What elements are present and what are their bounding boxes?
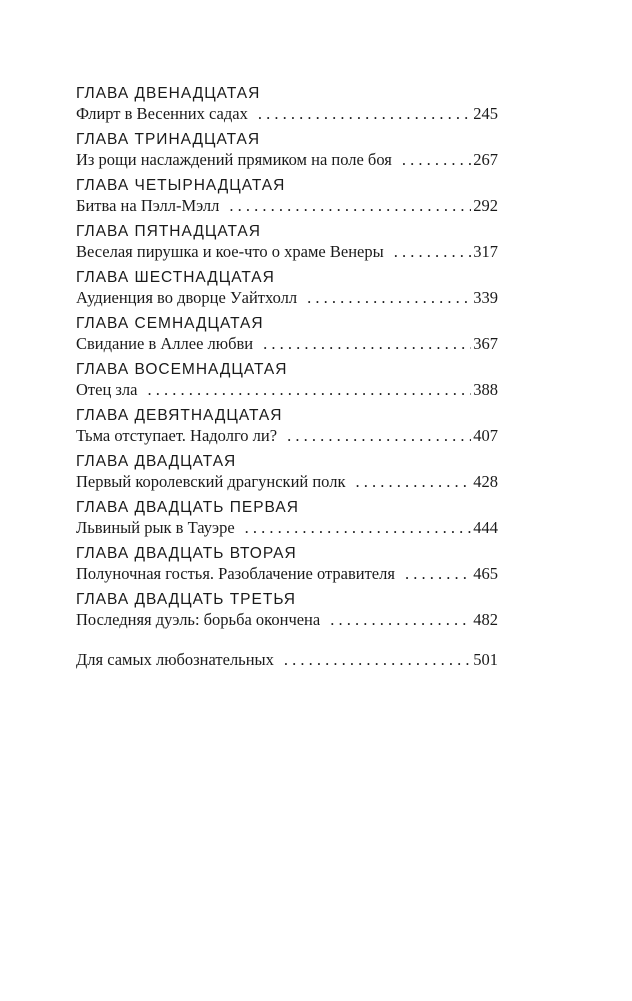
page-number: 245 [473,104,498,123]
appendix-title: Для самых любознательных [76,650,274,669]
page-number: 482 [473,610,498,629]
toc-entry [76,564,498,584]
toc-entry [76,288,498,308]
dot-leader [402,150,471,170]
chapter-label: ГЛАВА ПЯТНАДЦАТАЯ [76,223,261,240]
dot-leader [287,426,471,446]
toc-entry [76,380,498,400]
toc-chapter [76,268,498,308]
toc-chapter [76,222,498,262]
page-number: 267 [473,150,498,169]
chapter-title: Полуночная гостья. Разоблачение отравителя [76,564,395,583]
chapter-title: Львиный рык в Тауэре [76,518,235,537]
chapter-title: Флирт в Весенних садах [76,104,248,123]
chapter-label: ГЛАВА ДВАДЦАТЬ ТРЕТЬЯ [76,591,296,608]
dot-leader [330,610,471,630]
toc-entry [76,472,498,492]
chapter-title: Веселая пирушка и кое-что о храме Венеры [76,242,384,261]
chapter-label: ГЛАВА ТРИНАДЦАТАЯ [76,131,261,148]
dot-leader [284,650,471,670]
page-number: 444 [473,518,498,537]
dot-leader [394,242,472,262]
dot-leader [147,380,471,400]
chapter-label: ГЛАВА ДВАДЦАТАЯ [76,453,237,470]
page-number: 317 [473,242,498,261]
page-number: 339 [473,288,498,307]
chapter-title: Из рощи наслаждений прямиком на поле боя [76,150,392,169]
chapter-title: Последняя дуэль: борьба окончена [76,610,321,629]
toc-chapter [76,130,498,170]
toc-chapter [76,544,498,584]
page-number: 388 [473,380,498,399]
chapter-label: ГЛАВА ДВЕНАДЦАТАЯ [76,85,261,102]
page-number: 407 [473,426,498,445]
chapter-title: Отец зла [76,380,138,399]
chapter-title: Свидание в Аллее любви [76,334,254,353]
toc-chapter [76,452,498,492]
chapter-label: ГЛАВА ШЕСТНАДЦАТАЯ [76,269,275,286]
toc-entry [76,518,498,538]
toc-chapter [76,498,498,538]
chapter-label: ГЛАВА ДВАДЦАТЬ ПЕРВАЯ [76,499,299,516]
table-of-contents [76,84,498,670]
toc-chapter [76,176,498,216]
toc-entry [76,104,498,124]
chapter-label: ГЛАВА ВОСЕМНАДЦАТАЯ [76,361,288,378]
dot-leader [258,104,471,124]
page-number: 465 [473,564,498,583]
toc-entry [76,426,498,446]
dot-leader [229,196,471,216]
toc-chapter [76,84,498,124]
toc-entry [76,196,498,216]
dot-leader [263,334,471,354]
page-number: 428 [473,472,498,491]
toc-entry [76,150,498,170]
chapter-label: ГЛАВА ЧЕТЫРНАДЦАТАЯ [76,177,286,194]
dot-leader [405,564,471,584]
toc-entry [76,334,498,354]
toc-chapter [76,314,498,354]
dot-leader [307,288,471,308]
toc-chapter [76,406,498,446]
chapter-label: ГЛАВА СЕМНАДЦАТАЯ [76,315,264,332]
chapter-title: Битва на Пэлл-Мэлл [76,196,220,215]
chapter-title: Первый королевский драгунский полк [76,472,346,491]
toc-chapter [76,590,498,630]
dot-leader [355,472,471,492]
toc-entry-appendix [76,650,498,670]
toc-entry [76,242,498,262]
dot-leader [245,518,472,538]
page-number: 367 [473,334,498,353]
toc-entry [76,610,498,630]
page-number: 501 [473,650,498,669]
chapter-label: ГЛАВА ДЕВЯТНАДЦАТАЯ [76,407,283,424]
chapter-title: Тьма отступает. Надолго ли? [76,426,278,445]
chapter-label: ГЛАВА ДВАДЦАТЬ ВТОРАЯ [76,545,297,562]
chapter-title: Аудиенция во дворце Уайтхолл [76,288,298,307]
page-number: 292 [473,196,498,215]
toc-chapter [76,360,498,400]
